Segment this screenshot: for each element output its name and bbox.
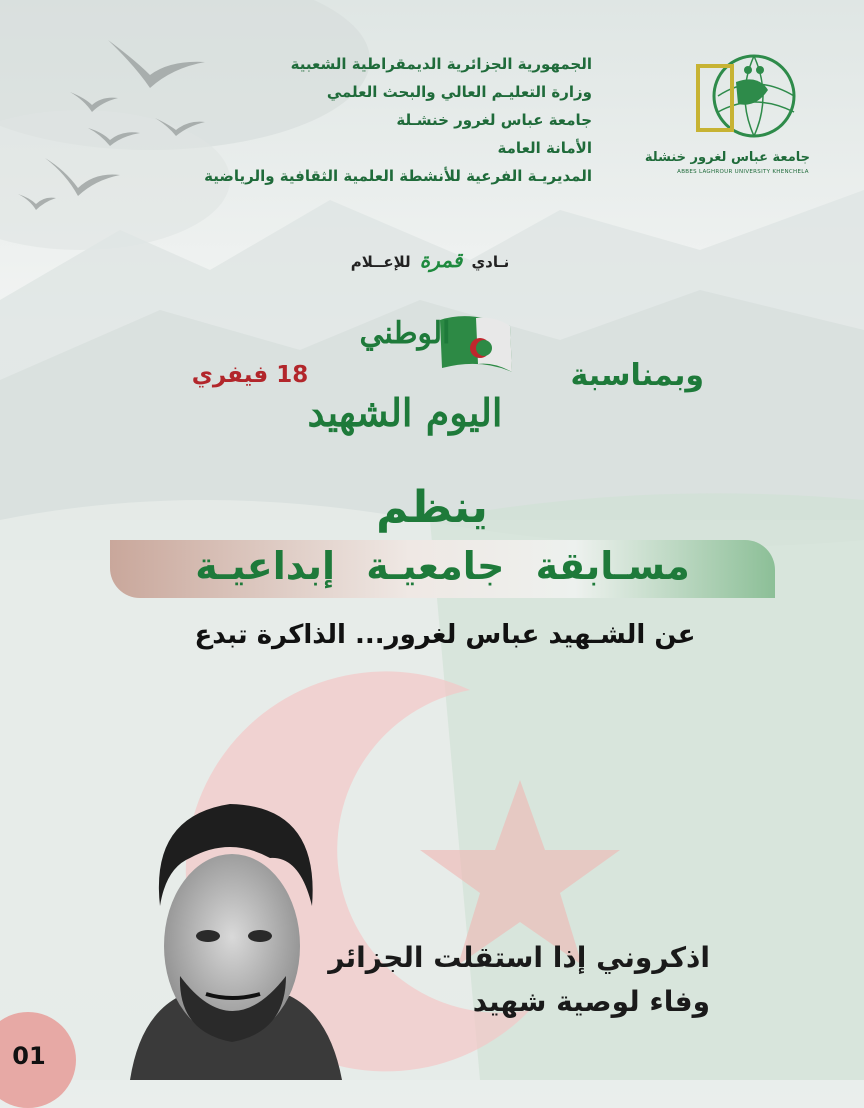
club-prefix: نـادي bbox=[471, 253, 510, 271]
header-line-ministry: وزارة التعليـم العالي والبحث العلمي bbox=[326, 83, 592, 101]
martyr-quote bbox=[328, 936, 710, 1024]
quote-line-1: اذكروني إذا استقلت الجزائر bbox=[328, 941, 710, 974]
occasion-date: 18 فيفري bbox=[191, 362, 309, 388]
header-line-secretariat: الأمانة العامة bbox=[497, 139, 592, 157]
organizes-heading: ينظم bbox=[376, 482, 488, 533]
header-line-directorate: المديريـة الفرعية للأنشطة العلمية الثقافية والرياضية bbox=[204, 167, 592, 185]
calligraphy-national: الوطني bbox=[359, 316, 451, 351]
logo-arabic-name: جامعة عباس لغرور خنشلة bbox=[644, 150, 810, 165]
occasion-label: وبمناسبة bbox=[570, 358, 704, 393]
institution-header bbox=[152, 50, 592, 190]
logo-english-name: ABBES LAGHROUR UNIVERSITY KHENCHELA bbox=[677, 169, 809, 175]
quote-line-2: وفاء لوصية شهيد bbox=[472, 985, 710, 1018]
club-brand: قمرة bbox=[419, 248, 463, 272]
calligraphy-martyr-day: اليوم الشهيد bbox=[307, 390, 503, 435]
header-line-university: جامعة عباس لغرور خنشـلة bbox=[396, 111, 592, 129]
martyr-portrait bbox=[120, 796, 350, 1080]
competition-title: مسـابقة جامعيـة إبداعيـة bbox=[195, 544, 690, 588]
club-suffix: للإعــلام bbox=[350, 253, 411, 271]
page-number: 01 bbox=[12, 1042, 46, 1070]
header-line-republic: الجمهورية الجزائرية الديمقراطية الشعبية bbox=[290, 55, 592, 73]
club-name bbox=[300, 248, 560, 272]
competition-subtitle: عن الشـهيد عباس لغرور... الذاكرة تبدع bbox=[194, 620, 696, 650]
